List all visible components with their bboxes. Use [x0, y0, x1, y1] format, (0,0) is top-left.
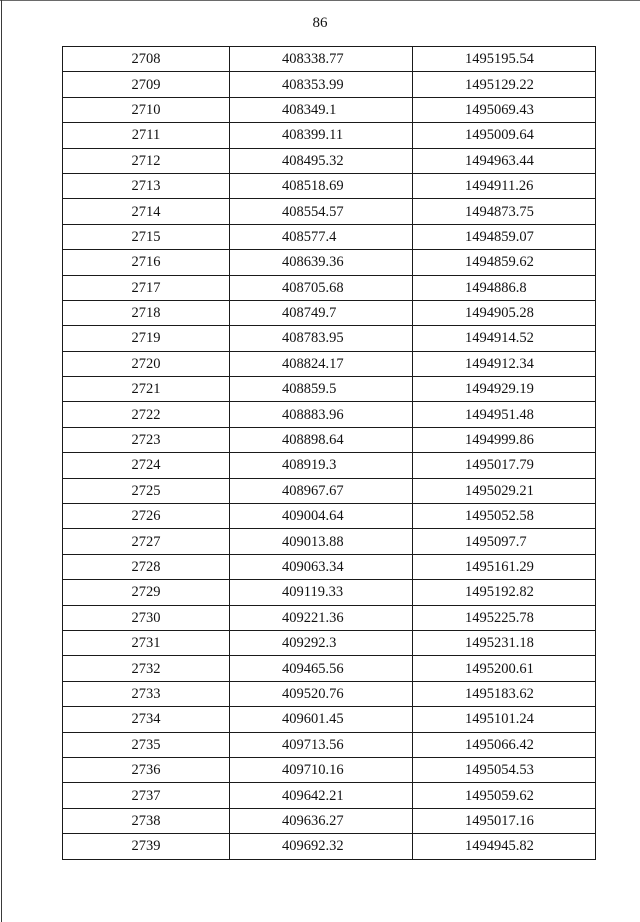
x-coordinate-cell: 409063.34	[230, 554, 413, 579]
point-number-cell: 2713	[63, 173, 230, 198]
y-coordinate-cell: 1495059.62	[413, 783, 596, 808]
x-coordinate-cell: 408349.1	[230, 97, 413, 122]
point-number-cell: 2726	[63, 504, 230, 529]
x-coordinate-cell: 408859.5	[230, 377, 413, 402]
point-number-cell: 2732	[63, 656, 230, 681]
x-coordinate-cell: 408919.3	[230, 453, 413, 478]
table-row	[63, 275, 596, 300]
y-coordinate-cell: 1495161.29	[413, 554, 596, 579]
x-coordinate-cell: 409292.3	[230, 630, 413, 655]
point-number-cell: 2737	[63, 783, 230, 808]
y-coordinate-cell: 1494945.82	[413, 834, 596, 859]
table-row	[63, 377, 596, 402]
y-coordinate-cell: 1494873.75	[413, 199, 596, 224]
table-row	[63, 453, 596, 478]
y-coordinate-cell: 1494905.28	[413, 300, 596, 325]
y-coordinate-cell: 1495231.18	[413, 630, 596, 655]
table-row	[63, 123, 596, 148]
x-coordinate-cell: 408338.77	[230, 47, 413, 72]
x-coordinate-cell: 408518.69	[230, 173, 413, 198]
table-row	[63, 783, 596, 808]
point-number-cell: 2709	[63, 72, 230, 97]
y-coordinate-cell: 1495129.22	[413, 72, 596, 97]
x-coordinate-cell: 409119.33	[230, 580, 413, 605]
point-number-cell: 2720	[63, 351, 230, 376]
x-coordinate-cell: 409636.27	[230, 808, 413, 833]
table-row	[63, 351, 596, 376]
table-row	[63, 326, 596, 351]
y-coordinate-cell: 1494859.07	[413, 224, 596, 249]
x-coordinate-cell: 409465.56	[230, 656, 413, 681]
point-number-cell: 2736	[63, 757, 230, 782]
point-number-cell: 2718	[63, 300, 230, 325]
table-row	[63, 554, 596, 579]
table-row	[63, 250, 596, 275]
point-number-cell: 2721	[63, 377, 230, 402]
point-number-cell: 2708	[63, 47, 230, 72]
x-coordinate-cell: 409710.16	[230, 757, 413, 782]
table-row	[63, 199, 596, 224]
point-number-cell: 2730	[63, 605, 230, 630]
x-coordinate-cell: 408577.4	[230, 224, 413, 249]
table-row	[63, 656, 596, 681]
point-number-cell: 2724	[63, 453, 230, 478]
table-row	[63, 72, 596, 97]
y-coordinate-cell: 1495069.43	[413, 97, 596, 122]
y-coordinate-cell: 1494951.48	[413, 402, 596, 427]
x-coordinate-cell: 409013.88	[230, 529, 413, 554]
y-coordinate-cell: 1495097.7	[413, 529, 596, 554]
table-row	[63, 834, 596, 859]
point-number-cell: 2712	[63, 148, 230, 173]
coordinates-table-body	[63, 47, 596, 860]
table-row	[63, 402, 596, 427]
x-coordinate-cell: 408495.32	[230, 148, 413, 173]
table-row	[63, 707, 596, 732]
point-number-cell: 2715	[63, 224, 230, 249]
point-number-cell: 2711	[63, 123, 230, 148]
x-coordinate-cell: 408749.7	[230, 300, 413, 325]
x-coordinate-cell: 408883.96	[230, 402, 413, 427]
y-coordinate-cell: 1494963.44	[413, 148, 596, 173]
x-coordinate-cell: 408824.17	[230, 351, 413, 376]
point-number-cell: 2710	[63, 97, 230, 122]
x-coordinate-cell: 409520.76	[230, 681, 413, 706]
point-number-cell: 2723	[63, 427, 230, 452]
x-coordinate-cell: 409601.45	[230, 707, 413, 732]
table-row	[63, 757, 596, 782]
y-coordinate-cell: 1495195.54	[413, 47, 596, 72]
table-row	[63, 97, 596, 122]
table-row	[63, 224, 596, 249]
table-row	[63, 630, 596, 655]
y-coordinate-cell: 1494999.86	[413, 427, 596, 452]
x-coordinate-cell: 408783.95	[230, 326, 413, 351]
point-number-cell: 2727	[63, 529, 230, 554]
point-number-cell: 2734	[63, 707, 230, 732]
x-coordinate-cell: 408399.11	[230, 123, 413, 148]
table-row	[63, 808, 596, 833]
table-row	[63, 173, 596, 198]
x-coordinate-cell: 408639.36	[230, 250, 413, 275]
page-number: 86	[312, 15, 328, 31]
table-row	[63, 580, 596, 605]
x-coordinate-cell: 409713.56	[230, 732, 413, 757]
point-number-cell: 2739	[63, 834, 230, 859]
point-number-cell: 2729	[63, 580, 230, 605]
x-coordinate-cell: 408967.67	[230, 478, 413, 503]
point-number-cell: 2714	[63, 199, 230, 224]
scan-edge-top	[0, 0, 640, 1]
y-coordinate-cell: 1495017.16	[413, 808, 596, 833]
y-coordinate-cell: 1495192.82	[413, 580, 596, 605]
y-coordinate-cell: 1495017.79	[413, 453, 596, 478]
table-row	[63, 300, 596, 325]
y-coordinate-cell: 1495066.42	[413, 732, 596, 757]
x-coordinate-cell: 408705.68	[230, 275, 413, 300]
y-coordinate-cell: 1495029.21	[413, 478, 596, 503]
point-number-cell: 2728	[63, 554, 230, 579]
y-coordinate-cell: 1495200.61	[413, 656, 596, 681]
table-row	[63, 478, 596, 503]
point-number-cell: 2735	[63, 732, 230, 757]
x-coordinate-cell: 409221.36	[230, 605, 413, 630]
y-coordinate-cell: 1494859.62	[413, 250, 596, 275]
y-coordinate-cell: 1495101.24	[413, 707, 596, 732]
table-row	[63, 529, 596, 554]
scan-edge-left	[1, 0, 2, 922]
point-number-cell: 2717	[63, 275, 230, 300]
y-coordinate-cell: 1494911.26	[413, 173, 596, 198]
point-number-cell: 2733	[63, 681, 230, 706]
y-coordinate-cell: 1494886.8	[413, 275, 596, 300]
x-coordinate-cell: 409004.64	[230, 504, 413, 529]
y-coordinate-cell: 1494912.34	[413, 351, 596, 376]
y-coordinate-cell: 1495054.53	[413, 757, 596, 782]
point-number-cell: 2738	[63, 808, 230, 833]
point-number-cell: 2731	[63, 630, 230, 655]
x-coordinate-cell: 408898.64	[230, 427, 413, 452]
y-coordinate-cell: 1495052.58	[413, 504, 596, 529]
point-number-cell: 2725	[63, 478, 230, 503]
table-row	[63, 605, 596, 630]
table-row	[63, 732, 596, 757]
x-coordinate-cell: 408353.99	[230, 72, 413, 97]
table-row	[63, 681, 596, 706]
point-number-cell: 2719	[63, 326, 230, 351]
y-coordinate-cell: 1495183.62	[413, 681, 596, 706]
point-number-cell: 2716	[63, 250, 230, 275]
y-coordinate-cell: 1495225.78	[413, 605, 596, 630]
table-row	[63, 148, 596, 173]
x-coordinate-cell: 409642.21	[230, 783, 413, 808]
y-coordinate-cell: 1495009.64	[413, 123, 596, 148]
x-coordinate-cell: 408554.57	[230, 199, 413, 224]
table-row	[63, 47, 596, 72]
y-coordinate-cell: 1494929.19	[413, 377, 596, 402]
table-row	[63, 427, 596, 452]
coordinates-table	[62, 46, 596, 860]
table-row	[63, 504, 596, 529]
y-coordinate-cell: 1494914.52	[413, 326, 596, 351]
point-number-cell: 2722	[63, 402, 230, 427]
x-coordinate-cell: 409692.32	[230, 834, 413, 859]
